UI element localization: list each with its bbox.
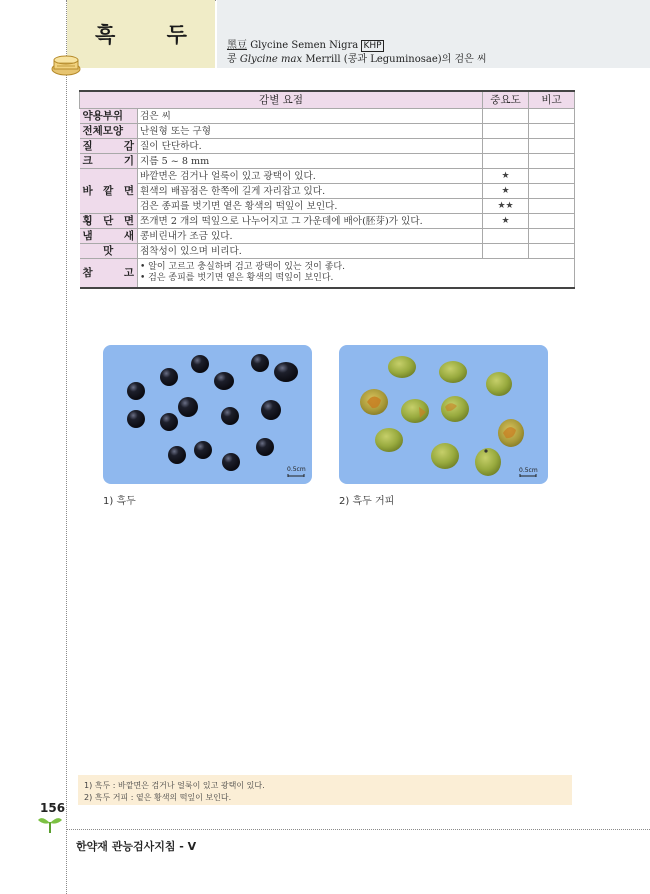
- row-label: 냄 새: [80, 229, 138, 244]
- row-remark: [529, 214, 575, 229]
- row-remark: [529, 109, 575, 124]
- row-label: 횡 단 면: [80, 214, 138, 229]
- photo-black-soybean: [103, 345, 312, 484]
- row-importance: ★★: [483, 199, 529, 214]
- row-label: 약용부위: [80, 109, 138, 124]
- origin-prefix: 콩: [227, 54, 237, 65]
- origin-line: [227, 50, 487, 65]
- row-desc: 질이 단단하다.: [138, 139, 483, 154]
- row-remark: [529, 169, 575, 184]
- latin-name: Glycine Semen Nigra: [250, 40, 359, 51]
- photo-caption-2: 2) 흑두 거피: [339, 496, 395, 507]
- row-label: 크 기: [80, 154, 138, 169]
- row-remark: [529, 244, 575, 259]
- margin-guide-vertical: [66, 0, 67, 894]
- reference-line: • 알이 고르고 충실하며 검고 광택이 있는 것이 좋다.: [140, 262, 345, 272]
- header-remarks: 비고: [529, 91, 575, 109]
- row-importance: [483, 139, 529, 154]
- table-row: [80, 139, 575, 154]
- row-importance: ★: [483, 184, 529, 199]
- row-desc: 검은 종피를 벗기면 옅은 황색의 떡잎이 보인다.: [138, 199, 483, 214]
- row-importance: [483, 124, 529, 139]
- table-row: [80, 244, 575, 259]
- footer-title: 한약재 관능검사지침 - V: [76, 840, 197, 853]
- row-desc: 콩비린내가 조금 있다.: [138, 229, 483, 244]
- row-importance: ★: [483, 169, 529, 184]
- table-row: [80, 169, 575, 184]
- row-remark: [529, 154, 575, 169]
- herb-bundle-icon: [49, 54, 83, 76]
- black-soybean-image: [103, 345, 312, 484]
- photo-caption-1: 1) 흑두: [103, 496, 136, 507]
- row-importance: [483, 244, 529, 259]
- photo-note: 2) 흑두 거피 : 옅은 황색의 떡잎이 보인다.: [84, 793, 232, 802]
- photo-notes-box: [78, 775, 572, 805]
- row-desc: 난원형 또는 구형: [138, 124, 483, 139]
- row-label: 맛: [80, 244, 138, 259]
- page-title: 흑 두: [95, 23, 209, 47]
- sprout-icon: [37, 812, 63, 834]
- margin-guide-bottom: [66, 829, 650, 830]
- latin-name-line: [227, 36, 384, 51]
- row-importance: [483, 109, 529, 124]
- khp-badge: KHP: [363, 41, 382, 51]
- row-desc: 쪼개면 2 개의 떡잎으로 나누어지고 그 가운데에 배아(胚芽)가 있다.: [138, 214, 483, 229]
- header-box: [217, 0, 650, 68]
- row-remark: [529, 184, 575, 199]
- row-importance: [483, 154, 529, 169]
- row-label: 질 감: [80, 139, 138, 154]
- row-remark: [529, 124, 575, 139]
- photo-dehulled-soybean: [339, 345, 548, 484]
- row-label: 바 깥 면: [80, 169, 138, 214]
- row-desc: 점착성이 있으며 비리다.: [138, 244, 483, 259]
- row-remark: [529, 199, 575, 214]
- row-importance: ★: [483, 214, 529, 229]
- row-desc: 바깥면은 검거나 얼룩이 있고 광택이 있다.: [138, 169, 483, 184]
- row-desc: 지름 5 ~ 8 mm: [138, 154, 483, 169]
- reference-label: 참 고: [80, 259, 138, 289]
- reference-line: • 검은 종피를 벗기면 옅은 황색의 떡잎이 보인다.: [140, 273, 334, 283]
- table-row: [80, 214, 575, 229]
- row-remark: [529, 139, 575, 154]
- table-row: [80, 154, 575, 169]
- table-row: [80, 199, 575, 214]
- origin-rest: Merrill (콩과 Leguminosae)의 검은 씨: [305, 54, 487, 65]
- table-row: [80, 229, 575, 244]
- identification-table: [79, 90, 575, 289]
- reference-text: [138, 259, 575, 289]
- table-row: [80, 184, 575, 199]
- table-header-row: [80, 91, 575, 109]
- photo-note: 1) 흑두 : 바깥면은 검거나 얼룩이 있고 광택이 있다.: [84, 781, 265, 790]
- scale-bar-label: 0.5cm: [519, 467, 538, 474]
- table-row: [80, 109, 575, 124]
- row-remark: [529, 229, 575, 244]
- row-desc: 흰색의 배꼽점은 한쪽에 길게 자리잡고 있다.: [138, 184, 483, 199]
- title-box: [67, 0, 215, 68]
- species-name: Glycine max: [239, 54, 303, 65]
- table-row-reference: [80, 259, 575, 289]
- row-desc: 검은 씨: [138, 109, 483, 124]
- hanja-name: 黑豆: [227, 40, 247, 51]
- page-number: 156: [40, 801, 66, 815]
- dehulled-soybean-image: [339, 345, 548, 484]
- header-key-points: 감별 요점: [80, 91, 483, 109]
- table-row: [80, 124, 575, 139]
- scale-bar-label: 0.5cm: [287, 466, 306, 473]
- row-importance: [483, 229, 529, 244]
- row-label: 전체모양: [80, 124, 138, 139]
- header-importance: 중요도: [483, 91, 529, 109]
